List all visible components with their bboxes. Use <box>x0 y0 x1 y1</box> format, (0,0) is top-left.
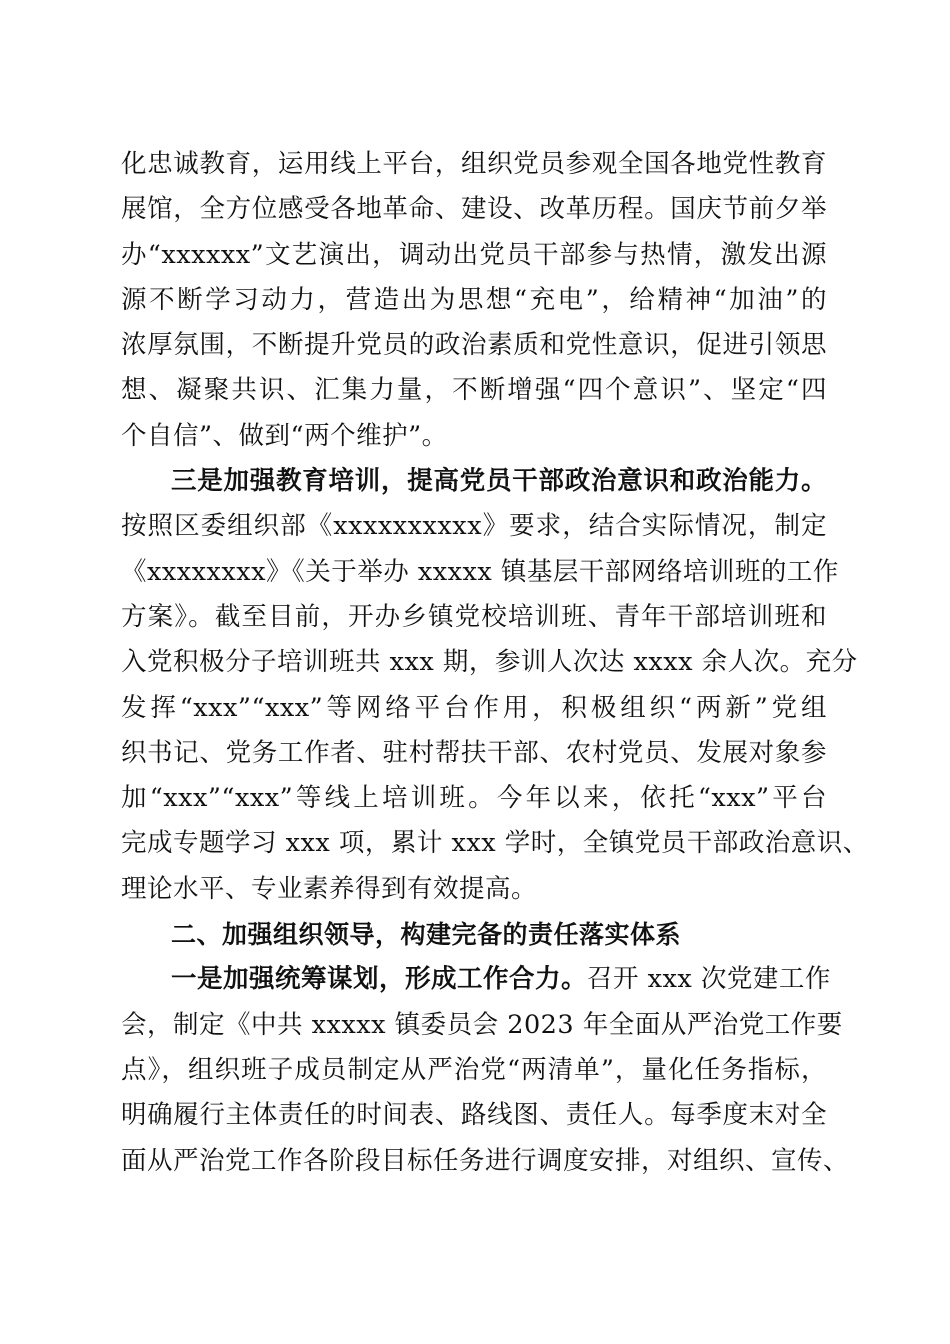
text-line: 面从严治党工作各阶段目标任务进行调度安排，对组织、宣传、 <box>121 1145 850 1176</box>
text-line: 《xxxxxxxx》《关于举办 xxxxx 镇基层干部网络培训班的工作 <box>121 556 839 587</box>
paragraph-lead: 一是加强统筹谋划，形成工作合力。 <box>171 964 588 995</box>
document-body <box>121 142 869 1184</box>
text-line: 理论水平、专业素养得到有效提高。 <box>121 873 538 904</box>
text-line: 化忠诚教育，运用线上平台，组织党员参观全国各地党性教育 <box>121 149 827 179</box>
text-line: 发挥“xxx”“xxx”等网络平台作用，积极组织“两新”党组 <box>121 692 827 723</box>
text-line: 方案》。截至目前，开办乡镇党校培训班、青年干部培训班和 <box>121 601 827 632</box>
paragraph-lead: 三是加强教育培训，提高党员干部政治意识和政治能力。 <box>171 466 827 497</box>
text-line: 织书记、党务工作者、驻村帮扶干部、农村党员、发展对象参 <box>121 737 827 768</box>
text-line: 个自信”、做到“两个维护”。 <box>121 420 448 451</box>
paragraph-overall-planning <box>121 957 850 1183</box>
section-heading: 二、加强组织领导，构建完备的责任落实体系 <box>171 920 682 950</box>
text-line: 入党积极分子培训班共 xxx 期，参训人次达 xxxx 余人次。充分 <box>121 647 858 678</box>
text-line: 会，制定《中共 xxxxx 镇委员会 2023 年全面从严治党工作要 <box>121 1009 843 1040</box>
paragraph-party-education <box>121 142 827 459</box>
text-line: 办“xxxxxx”文艺演出，调动出党员干部参与热情，激发出源 <box>121 239 827 270</box>
text-line: 完成专题学习 xxx 项，累计 xxx 学时，全镇党员干部政治意识、 <box>121 828 869 859</box>
text-line: 加“xxx”“xxx”等线上培训班。今年以来，依托“xxx”平台 <box>121 783 827 814</box>
paragraph-lead-line <box>121 459 827 504</box>
paragraph-education-training <box>121 459 869 912</box>
paragraph-lead-line <box>121 957 831 1002</box>
text-line: 浓厚氛围，不断提升党员的政治素质和党性意识，促进引领思 <box>121 330 827 361</box>
text-line: 源不断学习动力，营造出为思想“充电”，给精神“加油”的 <box>121 284 827 315</box>
text-line: 明确履行主体责任的时间表、路线图、责任人。每季度末对全 <box>121 1100 827 1131</box>
text-line: 想、凝聚共识、汇集力量，不断增强“四个意识”、坚定“四 <box>121 375 827 406</box>
paragraph-lead-rest: 召开 xxx 次党建工作 <box>587 964 831 995</box>
text-line: 展馆，全方位感受各地革命、建设、改革历程。国庆节前夕举 <box>121 194 827 225</box>
text-line: 按照区委组织部《xxxxxxxxxx》要求，结合实际情况，制定 <box>121 511 827 542</box>
text-line: 点》，组织班子成员制定从严治党“两清单”，量化任务指标， <box>121 1054 827 1085</box>
